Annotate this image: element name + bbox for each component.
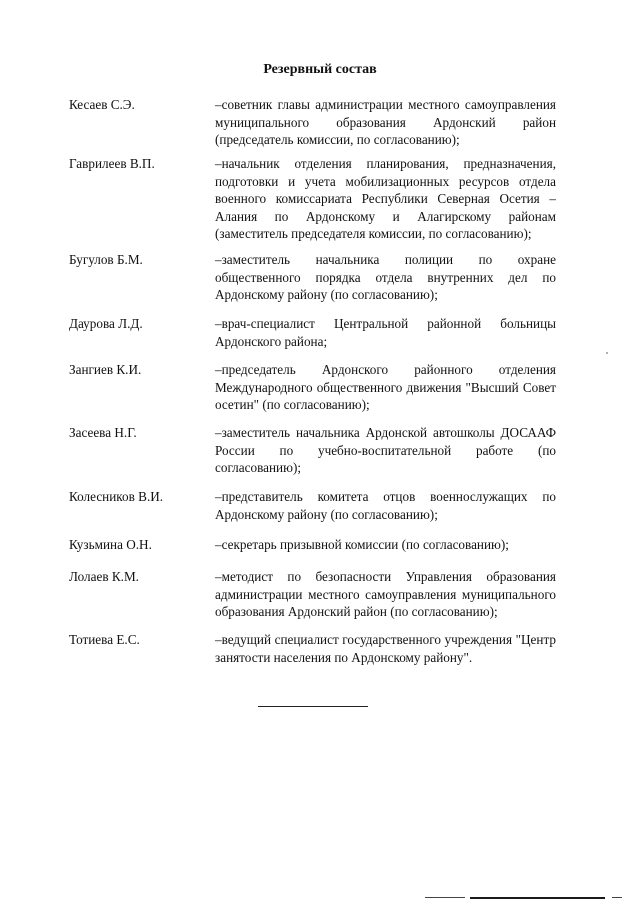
member-name: Засеева Н.Г. (69, 425, 137, 440)
member-role: –секретарь призывной комиссии (по согласованию); (215, 537, 509, 552)
scan-artifact (606, 352, 608, 354)
page-title: Резервный состав (263, 62, 377, 77)
member-name: Гаврилеев В.П. (69, 156, 155, 171)
member-role: –заместитель начальника полиции по охране общественного порядка отдела внутренних дел по Ардонскому району (по согласованию); (215, 252, 556, 302)
member-name: Даурова Л.Д. (69, 316, 143, 331)
member-role: –методист по безопасности Управления образования администрации местного самоуправления муниципального образования Ардонский район (по согласованию); (215, 569, 556, 619)
scan-artifact (470, 897, 605, 899)
member-name: Тотиева Е.С. (69, 632, 140, 647)
member-role: –врач-специалист Центральной районной больницы Ардонского района; (215, 316, 556, 349)
member-role: –представитель комитета отцов военнослужащих по Ардонскому району (по согласованию); (215, 489, 556, 522)
member-role: –советник главы администрации местного самоуправления муниципального образования Ардонский район (председатель комиссии, по согласованию); (215, 97, 556, 147)
scan-artifact (612, 897, 622, 898)
member-name: Лолаев К.М. (69, 569, 139, 584)
member-role: –начальник отделения планирования, предназначения, подготовки и учета мобилизационных ресурсов отдела военного комиссариата Республики Северная Осетия – Алания по Ардонскому и Алагирскому районам (заместитель председателя комиссии, по согласованию); (215, 156, 556, 241)
member-name: Кузьмина О.Н. (69, 537, 152, 552)
member-role: –заместитель начальника Ардонской автошколы ДОСААФ России по учебно-воспитательной работе (по согласованию); (215, 425, 556, 475)
member-name: Бугулов Б.М. (69, 252, 143, 267)
closing-divider (258, 706, 368, 707)
member-role: –ведущий специалист государственного учреждения "Центр занятости населения по Ардонскому району". (215, 632, 556, 665)
member-name: Зангиев К.И. (69, 362, 142, 377)
member-role: –председатель Ардонского районного отделения Международного общественного движения "Высший Совет осетин" (по согласованию); (215, 362, 556, 412)
member-name: Колесников В.И. (69, 489, 164, 504)
scan-artifact (425, 897, 465, 898)
member-name: Кесаев С.Э. (69, 97, 135, 112)
